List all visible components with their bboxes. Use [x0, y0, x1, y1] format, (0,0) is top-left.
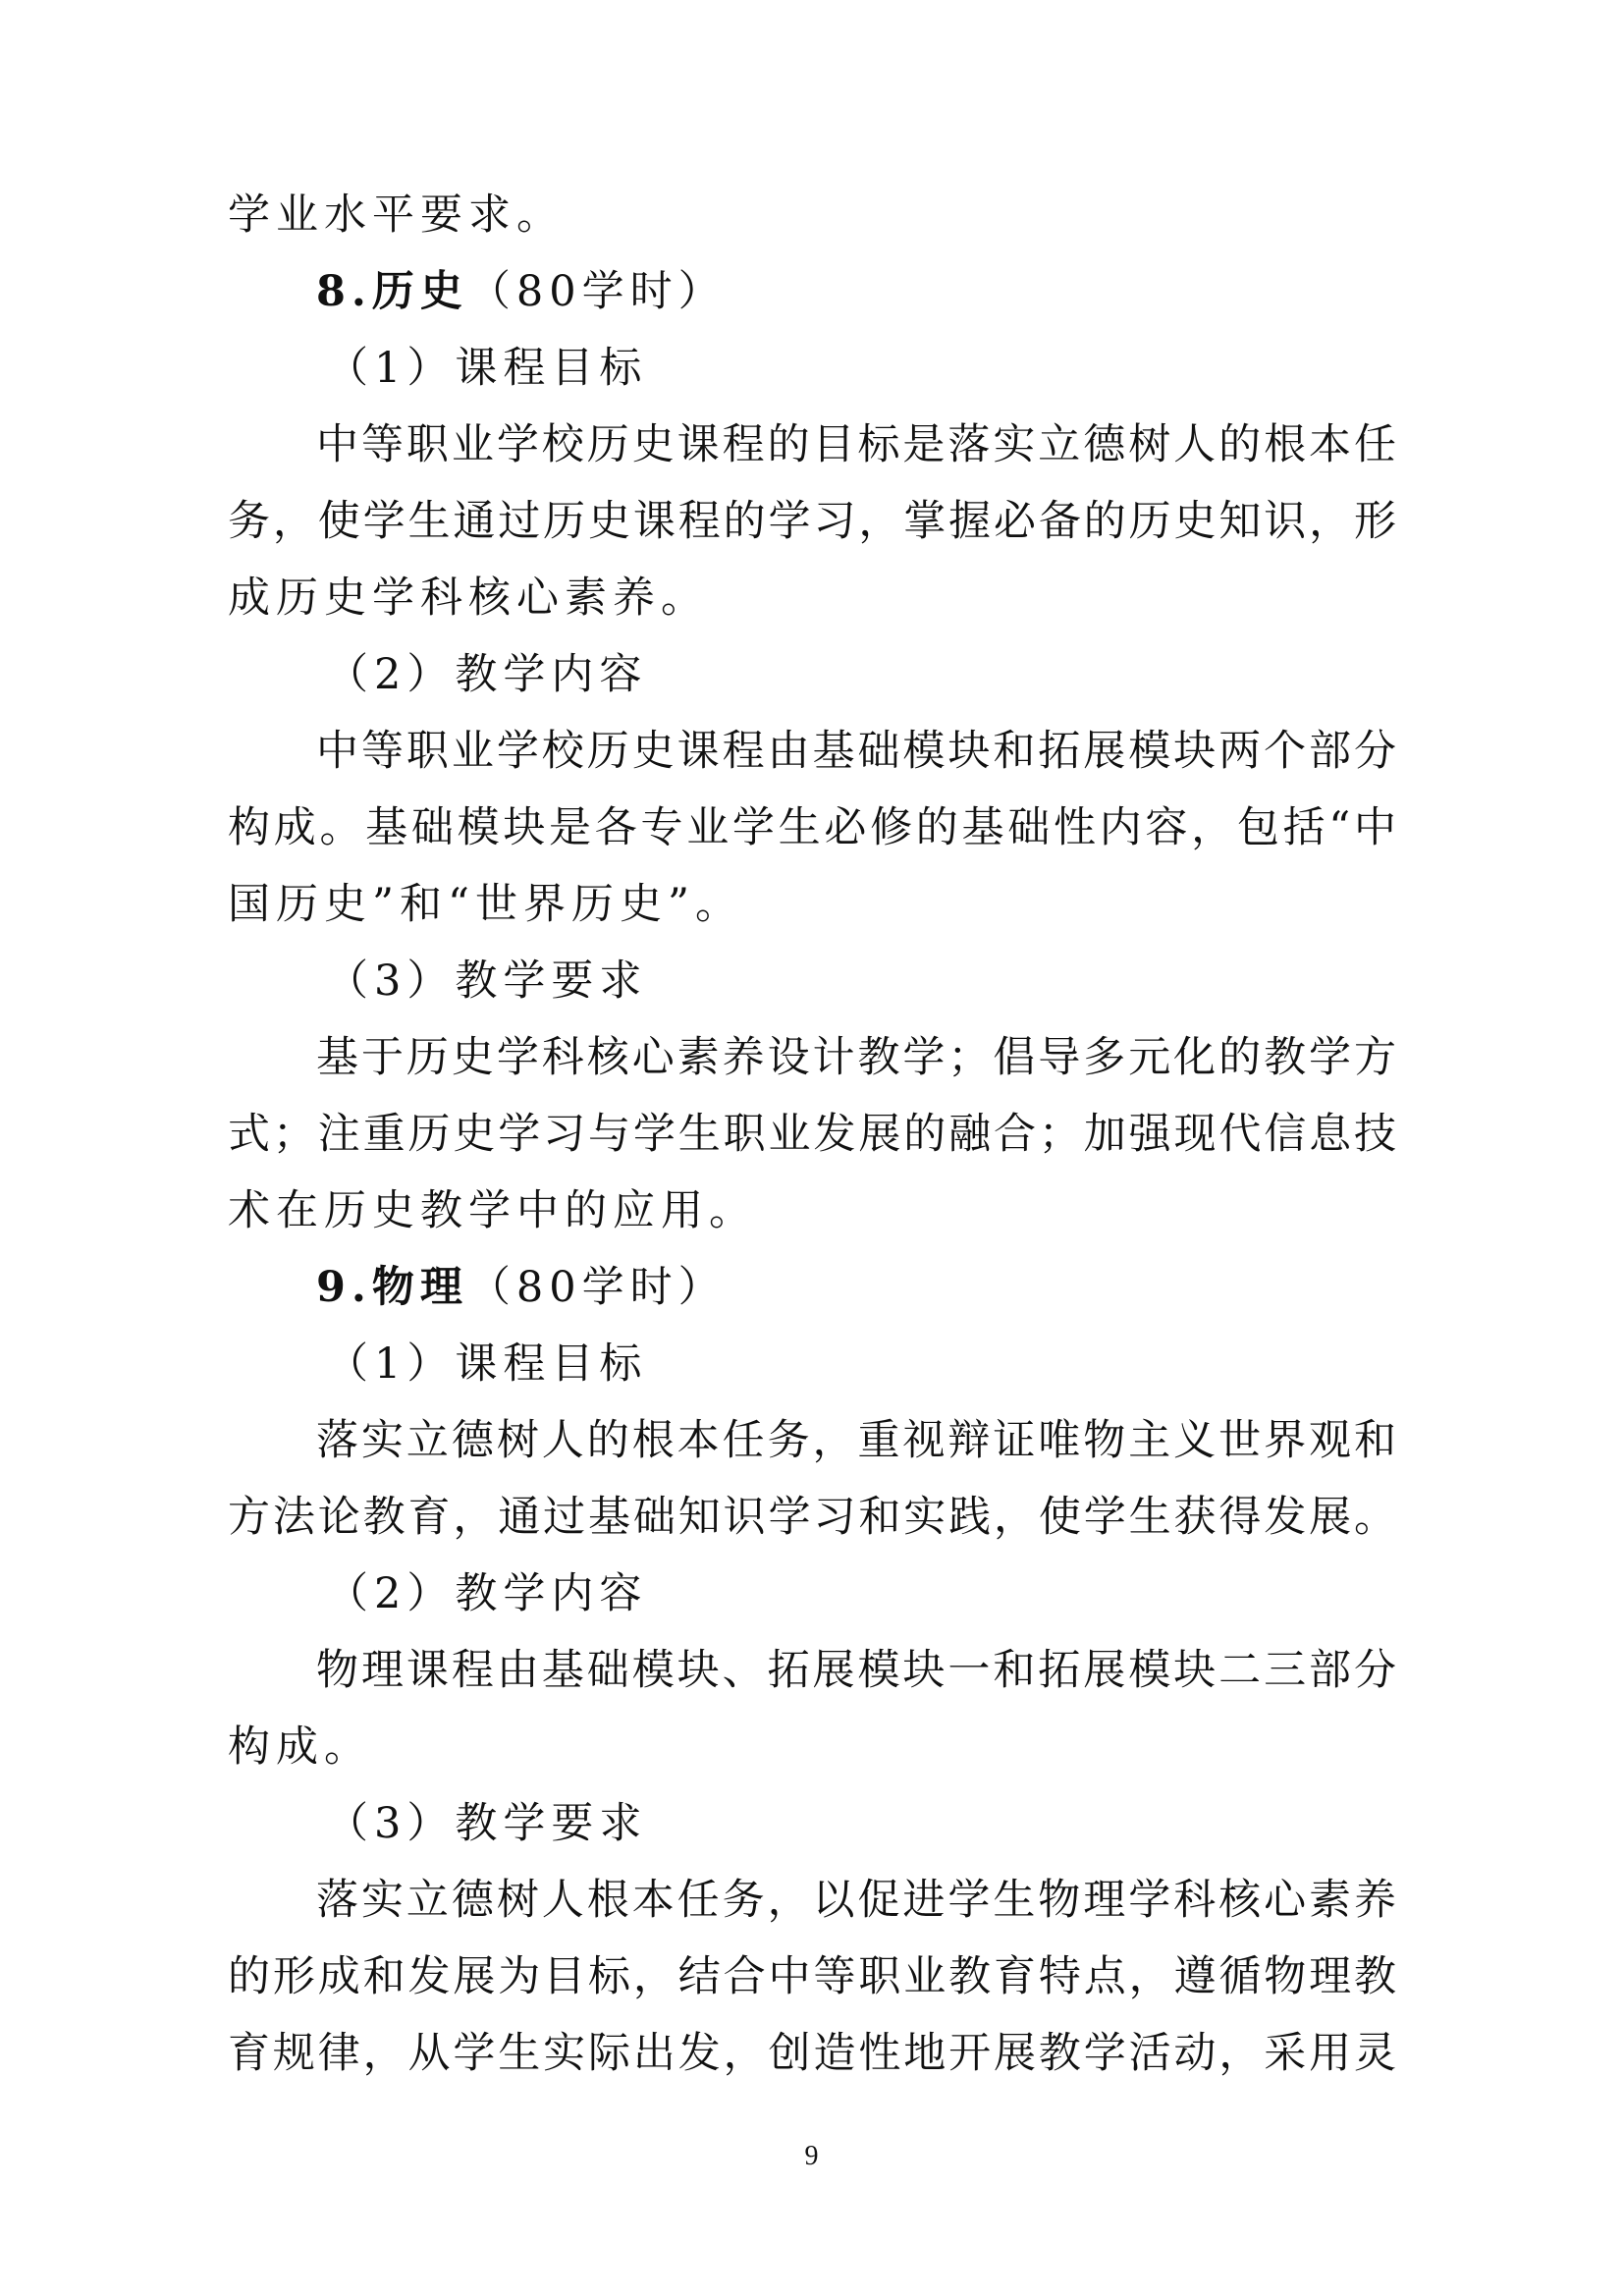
subheading: （1）课程目标 — [326, 1339, 648, 1389]
subheading: （3）教学要求 — [326, 957, 648, 1006]
section-hours: （80学时） — [467, 1263, 727, 1312]
paragraph-line: 国历史”和“世界历史”。 — [228, 880, 743, 929]
paragraph-line: 中等职业学校历史课程的目标是落实立德树人的根本任 — [316, 420, 1396, 469]
paragraph-line: 术在历史教学中的应用。 — [228, 1186, 757, 1235]
paragraph-line: 育规律，从学生实际出发，创造性地开展教学活动，采用灵 — [228, 2029, 1396, 2078]
paragraph-line: 中等职业学校历史课程由基础模块和拓展模块两个部分 — [316, 727, 1396, 776]
paragraph-line: 方法论教育，通过基础知识学习和实践，使学生获得发展。 — [228, 1493, 1396, 1542]
paragraph-line: 基于历史学科核心素养设计教学；倡导多元化的教学方 — [316, 1033, 1396, 1082]
paragraph-line: 构成。 — [228, 1722, 372, 1772]
subheading: （2）教学内容 — [326, 1569, 648, 1618]
document-body — [228, 177, 1396, 2092]
section-title: 8.历史 — [316, 267, 468, 316]
paragraph-line: 落实立德树人的根本任务，重视辩证唯物主义世界观和 — [316, 1416, 1396, 1465]
paragraph-line: 式；注重历史学习与学生职业发展的融合；加强现代信息技 — [228, 1110, 1396, 1159]
paragraph-line: 的形成和发展为目标，结合中等职业教育特点，遵循物理教 — [228, 1952, 1396, 2001]
paragraph-line: 物理课程由基础模块、拓展模块一和拓展模块二三部分 — [316, 1646, 1396, 1695]
page-number: 9 — [804, 2141, 819, 2171]
paragraph-line: 成历史学科核心素养。 — [228, 574, 709, 623]
subheading: （1）课程目标 — [326, 344, 648, 393]
section-hours: （80学时） — [467, 267, 727, 316]
section-heading-history — [228, 253, 1396, 330]
paragraph-line: 学业水平要求。 — [228, 191, 565, 240]
paragraph-line: 务，使学生通过历史课程的学习，掌握必备的历史知识，形 — [228, 497, 1396, 546]
paragraph-line: 落实立德树人根本任务，以促进学生物理学科核心素养 — [316, 1876, 1396, 1925]
subheading: （2）教学内容 — [326, 650, 648, 699]
paragraph-line: 构成。基础模块是各专业学生必修的基础性内容，包括“中 — [228, 803, 1396, 852]
subheading: （3）教学要求 — [326, 1799, 648, 1848]
section-heading-physics — [228, 1249, 1396, 1326]
section-title: 9.物理 — [316, 1263, 468, 1312]
